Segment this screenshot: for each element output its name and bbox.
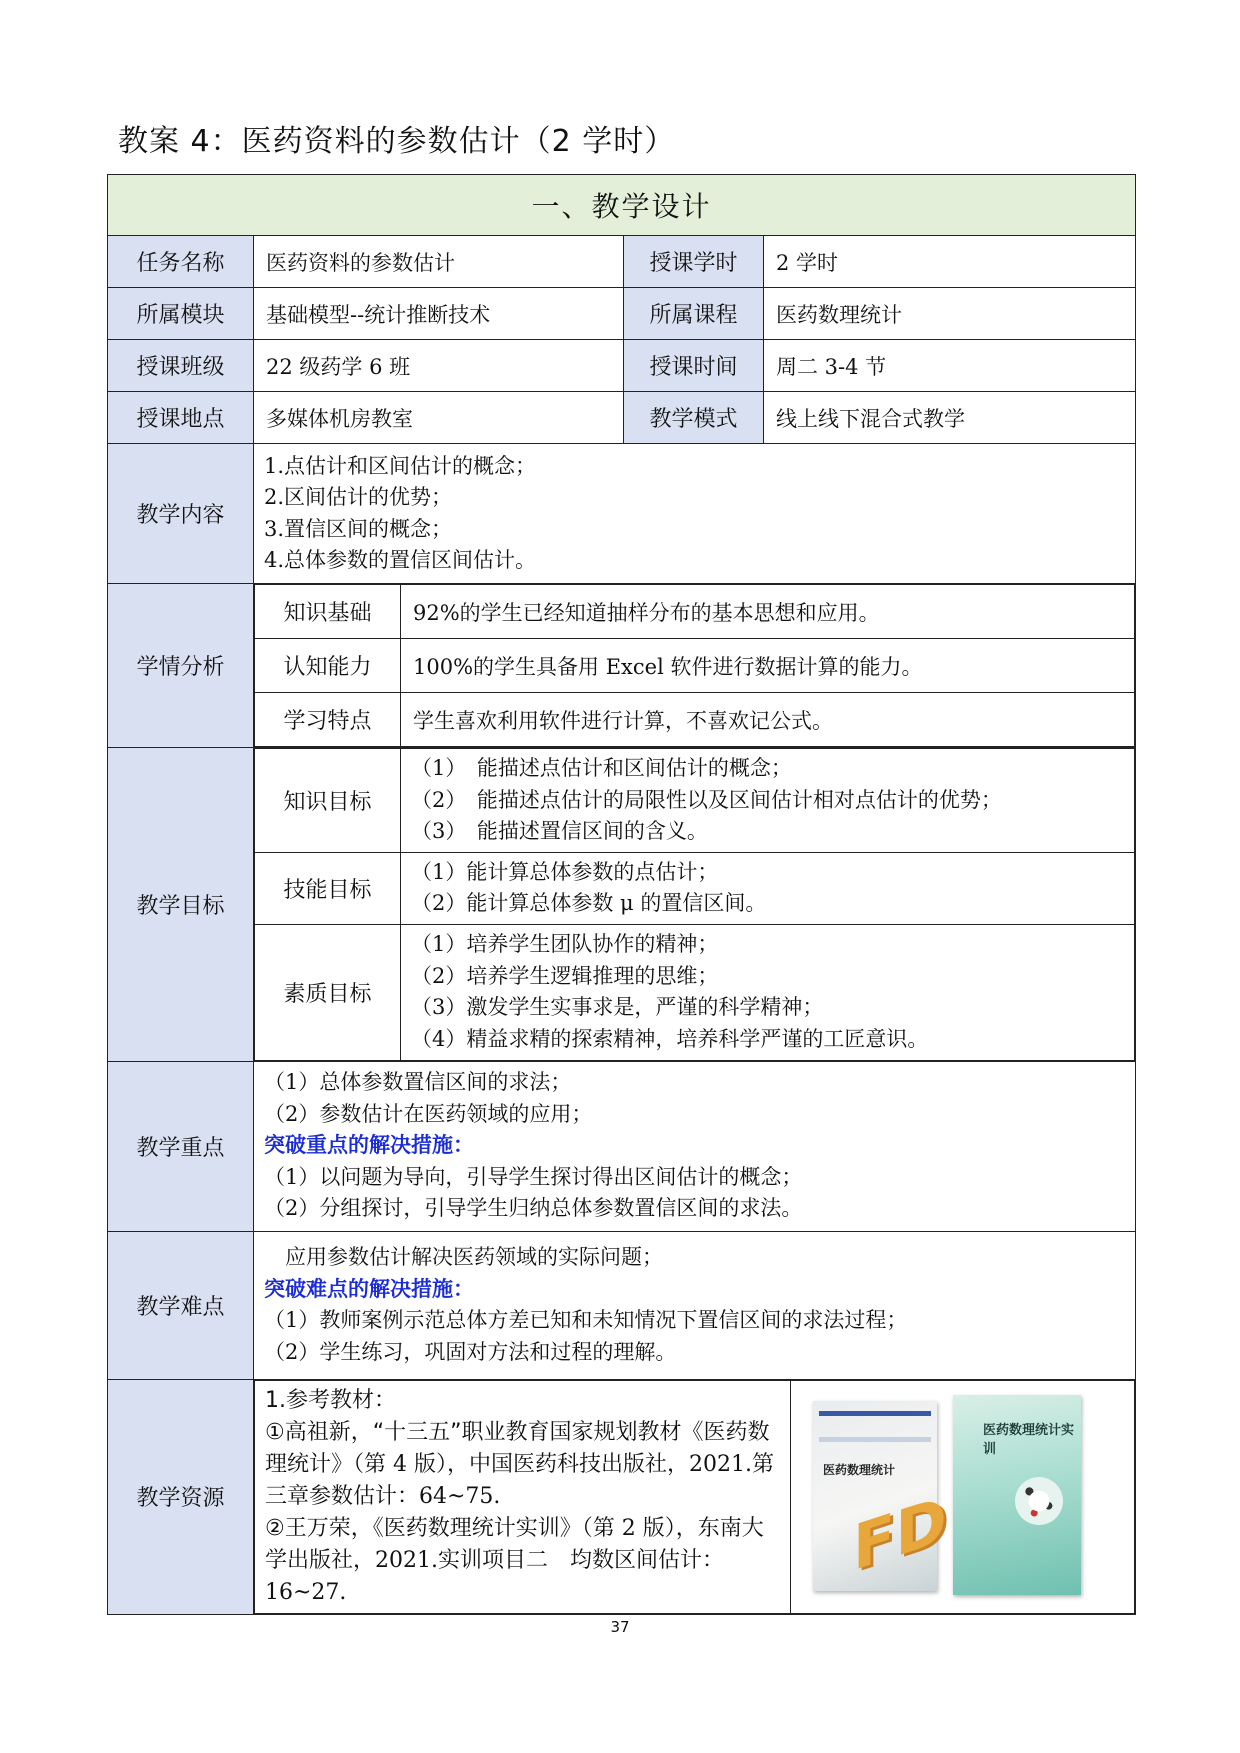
difficult-measure-title: 突破难点的解决措施：: [264, 1276, 474, 1301]
book2-emblem: [1015, 1477, 1063, 1525]
book-covers: [791, 1380, 1135, 1613]
text-skill-goals: [401, 852, 1135, 924]
label-resources: 教学资源: [108, 1379, 254, 1614]
label-quality-goals: 素质目标: [255, 924, 401, 1060]
text-knowledge-base: 92%的学生已经知道抽样分布的基本思想和应用。: [401, 585, 1135, 639]
label-task-name: 任务名称: [108, 236, 254, 288]
document-title: 教案 4：医药资料的参数估计（2 学时）: [118, 124, 676, 159]
text-quality-goals: [401, 924, 1135, 1060]
label-student-analysis: 学情分析: [108, 584, 254, 748]
student-analysis-cell: [254, 584, 1136, 748]
book-cover-statistics: [813, 1401, 947, 1591]
content-line: 3.置信区间的概念；: [264, 516, 453, 541]
reference-2-project: 实训项目二 均数区间估计: [437, 1547, 702, 1573]
value-location: 多媒体机房教室: [254, 392, 624, 444]
resources-heading: 1.参考教材：: [265, 1387, 396, 1413]
goal-line: （2）培养学生逻辑推理的思维；: [411, 963, 719, 988]
teaching-goals-row: [108, 748, 1136, 1062]
text-cognitive-ability: 100%的学生具备用 Excel 软件进行数据计算的能力。: [401, 639, 1135, 693]
label-knowledge-base: 知识基础: [255, 585, 401, 639]
text-knowledge-goals: [401, 749, 1135, 853]
goal-line: （3） 能描述置信区间的含义。: [411, 819, 708, 843]
basic-row: [108, 288, 1136, 340]
key-point-line: （1）总体参数置信区间的求法；: [264, 1070, 572, 1095]
label-difficult-points: 教学难点: [108, 1231, 254, 1379]
label-time: 授课时间: [624, 340, 764, 392]
lesson-plan-table: [107, 174, 1136, 1615]
resources-cell: [254, 1379, 1136, 1614]
basic-row: [108, 340, 1136, 392]
key-point-line: （2）参数估计在医药领域的应用；: [264, 1101, 593, 1126]
goal-line: （1）培养学生团队协作的精神；: [411, 932, 719, 956]
label-module: 所属模块: [108, 288, 254, 340]
reference-1-title: ①高祖新，“十三五”职业教育国家规划教材《医药数理统计》: [265, 1419, 770, 1477]
basic-row: [108, 392, 1136, 444]
label-knowledge-goals: 知识目标: [255, 749, 401, 853]
teaching-content-text: [254, 444, 1136, 584]
content-line: 4.总体参数的置信区间估计。: [264, 548, 537, 572]
key-points-row: [108, 1061, 1136, 1231]
book-cover-training: [953, 1395, 1081, 1595]
student-analysis-subtable: [254, 584, 1135, 747]
difficult-points-row: [108, 1231, 1136, 1379]
value-mode: 线上线下混合式教学: [764, 392, 1136, 444]
goal-line: （1） 能描述点估计和区间估计的概念；: [411, 756, 792, 780]
label-hours: 授课学时: [624, 236, 764, 288]
label-key-points: 教学重点: [108, 1061, 254, 1231]
label-location: 授课地点: [108, 392, 254, 444]
book1-title: 医药数理统计: [823, 1462, 896, 1477]
reference-book-2: [265, 1513, 780, 1609]
reference-1-detail: （第 4 版），中国医药科技出版社，2021.第三章参数估计：64~75.: [265, 1451, 774, 1509]
value-task-name: 医药资料的参数估计: [254, 236, 624, 288]
resources-subtable: [254, 1380, 1135, 1614]
reference-book-1: [265, 1417, 780, 1513]
text-learning-traits: 学生喜欢利用软件进行计算，不喜欢记公式。: [401, 693, 1135, 747]
goal-line: （4）精益求精的探索精神，培养科学严谨的工匠意识。: [411, 1026, 929, 1051]
label-course: 所属课程: [624, 288, 764, 340]
content-line: 1.点估计和区间估计的概念；: [264, 453, 537, 478]
book1-logo: FD: [853, 1481, 947, 1585]
reference-2-pages: ：16~27.: [265, 1547, 725, 1605]
label-mode: 教学模式: [624, 392, 764, 444]
goal-line: （2）能计算总体参数 μ 的置信区间。: [411, 891, 767, 915]
key-measure-line: （1）以问题为导向，引导学生探讨得出区间估计的概念；: [264, 1164, 803, 1189]
label-learning-traits: 学习特点: [255, 693, 401, 747]
key-measure-title: 突破重点的解决措施：: [264, 1133, 474, 1158]
label-skill-goals: 技能目标: [255, 852, 401, 924]
resources-row: [108, 1379, 1136, 1614]
resources-text: [255, 1380, 791, 1613]
section-header: 一、教学设计: [108, 175, 1136, 236]
key-measure-line: （2）分组探讨，引导学生归纳总体参数置信区间的求法。: [264, 1196, 803, 1221]
difficult-points-text: [254, 1231, 1136, 1379]
teaching-content-row: [108, 444, 1136, 584]
value-module: 基础模型--统计推断技术: [254, 288, 624, 340]
goal-line: （3）激发学生实事求是，严谨的科学精神；: [411, 995, 824, 1019]
difficult-measure-line: （2）学生练习，巩固对方法和过程的理解。: [264, 1339, 677, 1364]
label-teaching-content: 教学内容: [108, 444, 254, 584]
label-class: 授课班级: [108, 340, 254, 392]
reference-2-detail: （第 2 版），东南大学出版社，2021.: [265, 1515, 764, 1573]
page-number: 37: [610, 1618, 630, 1636]
value-course: 医药数理统计: [764, 288, 1136, 340]
student-analysis-row: [108, 584, 1136, 748]
basic-row: [108, 236, 1136, 288]
teaching-goals-subtable: [254, 748, 1135, 1061]
value-hours: 2 学时: [764, 236, 1136, 288]
reference-2-title: ②王万荣，《医药数理统计实训》: [265, 1515, 582, 1541]
value-class: 22 级药学 6 班: [254, 340, 624, 392]
goal-line: （1）能计算总体参数的点估计；: [411, 859, 719, 884]
difficult-measure-line: （1）教师案例示范总体方差已知和未知情况下置信区间的求法过程；: [264, 1308, 908, 1332]
goal-line: （2） 能描述点估计的局限性以及区间估计相对点估计的优势；: [411, 787, 1002, 812]
difficult-point-line: 应用参数估计解决医药领域的实际问题；: [264, 1245, 663, 1269]
label-cognitive-ability: 认知能力: [255, 639, 401, 693]
label-teaching-goals: 教学目标: [108, 748, 254, 1062]
key-points-text: [254, 1061, 1136, 1231]
content-line: 2.区间估计的优势；: [264, 485, 453, 509]
teaching-goals-cell: [254, 748, 1136, 1062]
book2-title: 医药数理统计实训: [983, 1422, 1075, 1457]
value-time: 周二 3-4 节: [764, 340, 1136, 392]
